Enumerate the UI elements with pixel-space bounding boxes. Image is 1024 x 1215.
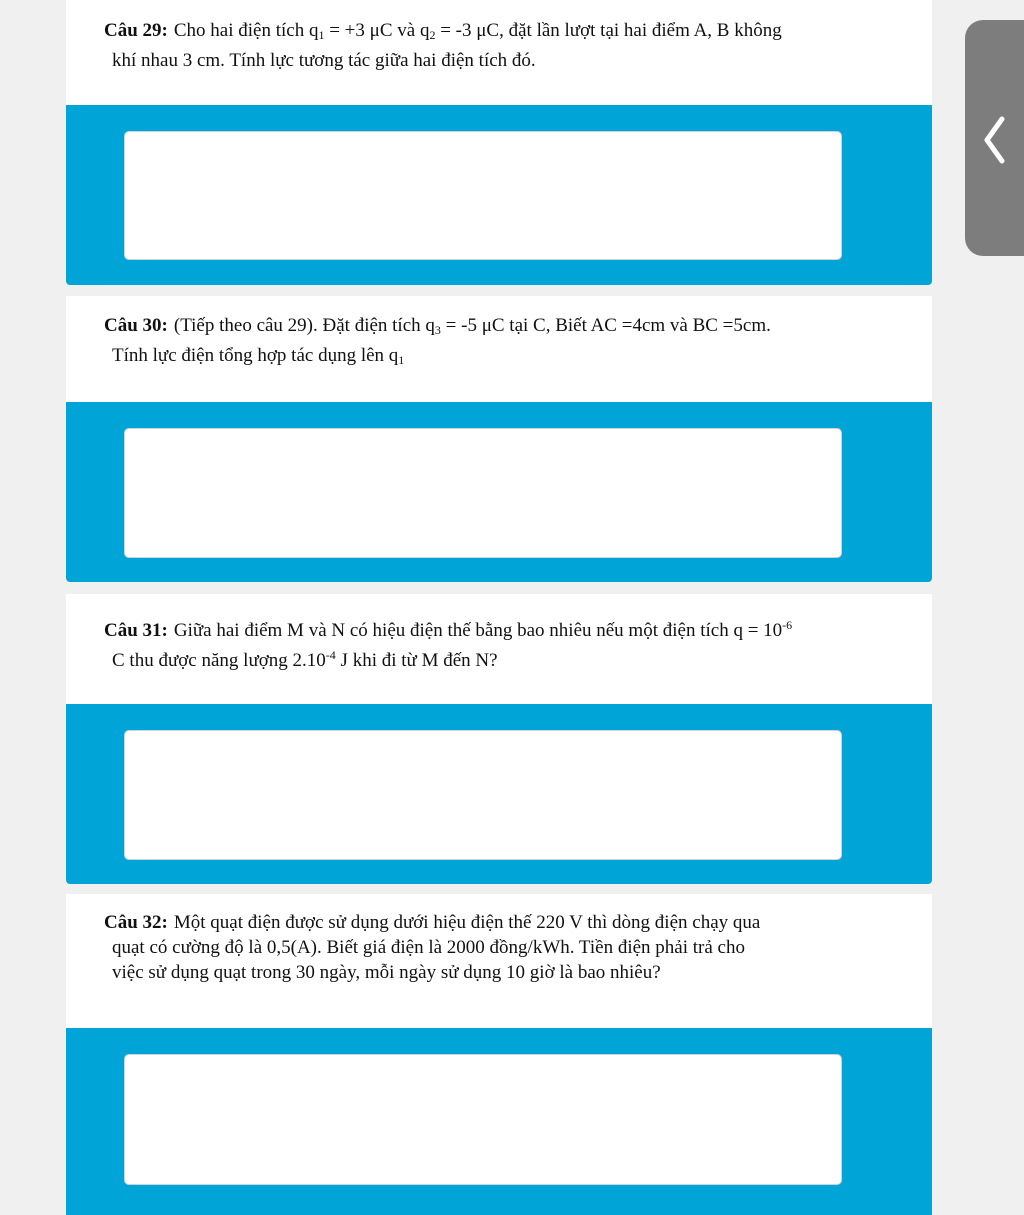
question-text-part: = -5 μC tại C, Biết AC =4cm và BC =5cm. (440, 315, 771, 336)
question-card-30 (66, 296, 932, 402)
answer-input[interactable] (124, 428, 842, 558)
side-panel-toggle[interactable] (965, 20, 1024, 256)
quiz-column (66, 0, 932, 1215)
answer-area (66, 1028, 932, 1215)
question-text (104, 613, 892, 643)
question-text-part: J khi đi từ M đến N? (335, 650, 498, 671)
question-text (104, 910, 892, 935)
subscript: 3 (434, 323, 441, 337)
subscript: 1 (398, 353, 405, 367)
question-text-part: C thu được năng lượng 2.10 (112, 650, 326, 671)
question-card-32 (66, 894, 932, 1028)
question-text (104, 18, 892, 48)
question-text-part: Một quạt điện được sử dụng dưới hiệu điện thế 220 V thì dòng điện chạy qua (173, 912, 761, 933)
question-text-line: khí nhau 3 cm. Tính lực tương tác giữa hai điện tích đó. (112, 50, 536, 71)
superscript: -6 (782, 618, 793, 632)
question-text-part: Cho hai điện tích q (173, 20, 319, 41)
question-text-line: việc sử dụng quạt trong 30 ngày, mỗi ngày sử dụng 10 giờ là bao nhiêu? (112, 962, 661, 983)
answer-area (66, 105, 932, 285)
question-card-29 (66, 0, 932, 105)
question-text-part: = -3 μC, đặt lần lượt tại hai điểm A, B không (435, 20, 782, 41)
question-text-part: = +3 μC và q (324, 20, 430, 41)
answer-input[interactable] (124, 131, 842, 260)
subscript: 1 (318, 28, 325, 42)
question-number: Câu 31: (104, 620, 168, 641)
answer-input[interactable] (124, 730, 842, 860)
question-number: Câu 29: (104, 20, 168, 41)
question-text-line (104, 643, 892, 673)
question-number: Câu 30: (104, 315, 168, 336)
question-text (104, 313, 892, 343)
superscript: -4 (325, 648, 336, 662)
subscript: 2 (429, 28, 436, 42)
question-text-part: (Tiếp theo câu 29). Đặt điện tích q (173, 315, 435, 336)
question-text-line: quạt có cường độ là 0,5(A). Biết giá điện là 2000 đồng/kWh. Tiền điện phải trả cho (112, 937, 745, 958)
answer-area (66, 402, 932, 582)
chevron-left-icon (981, 116, 1007, 164)
answer-area (66, 704, 932, 884)
question-text-part: Tính lực điện tổng hợp tác dụng lên q (112, 345, 399, 366)
question-number: Câu 32: (104, 912, 168, 933)
question-card-31 (66, 594, 932, 704)
question-text-line (104, 343, 892, 373)
question-text-part: Giữa hai điểm M và N có hiệu điện thế bằng bao nhiêu nếu một điện tích q = 10 (173, 620, 783, 641)
answer-input[interactable] (124, 1054, 842, 1185)
